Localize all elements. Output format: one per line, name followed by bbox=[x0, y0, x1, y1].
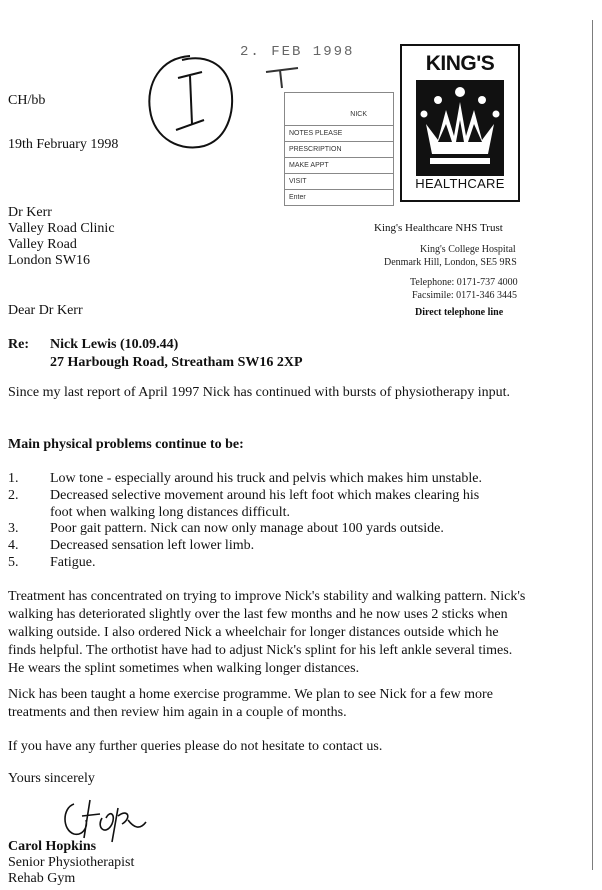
trust-address: Denmark Hill, London, SE5 9RS bbox=[384, 257, 517, 268]
list-item bbox=[8, 470, 528, 487]
re-label: Re: bbox=[8, 337, 29, 352]
sender-title: Senior Physiotherapist bbox=[8, 855, 135, 870]
list-item-text: Fatigue. bbox=[50, 555, 96, 570]
kings-healthcare-logo bbox=[400, 44, 520, 202]
routing-stamp bbox=[284, 92, 394, 206]
scan-edge-line bbox=[592, 20, 593, 870]
exercise-paragraph: Nick has been taught a home exercise programme. We plan to see Nick for a few more treatments and then review him again in a couple of months. bbox=[8, 687, 493, 720]
crown-icon bbox=[416, 80, 504, 176]
recipient-line2: Valley Road bbox=[8, 237, 77, 252]
trust-hospital: King's College Hospital bbox=[420, 244, 516, 255]
sender-department: Rehab Gym bbox=[8, 871, 76, 886]
trust-name: King's Healthcare NHS Trust bbox=[374, 222, 503, 234]
circled-number-mark bbox=[142, 50, 238, 154]
treatment-paragraph: Treatment has concentrated on trying to improve Nick's stability and walking pattern. Nick's walking has deteriorated slightly over the last few months and he now uses 2 sticks when walking outside. I also ordered Nick a wheelchair for longer distances outside which he finds helpful. The orthotist have had to adjust Nick's splint for his left ankle several times. He wears the splint sometimes when walking longer distances. bbox=[8, 589, 526, 676]
list-item-number: 3. bbox=[8, 521, 19, 536]
list-item bbox=[8, 520, 528, 537]
routing-enter: Enter bbox=[285, 189, 393, 205]
trust-direct-line: Direct telephone line bbox=[415, 307, 504, 318]
list-item-text: Low tone - especially around his truck and pelvis which makes him unstable. bbox=[50, 471, 482, 486]
routing-make-appt: MAKE APPT bbox=[285, 157, 393, 173]
logo-subtitle: HEALTHCARE bbox=[415, 176, 505, 191]
recipient-line1: Valley Road Clinic bbox=[8, 221, 115, 236]
list-item-number: 1. bbox=[8, 471, 19, 486]
salutation: Dear Dr Kerr bbox=[8, 303, 83, 318]
re-patient: Nick Lewis (10.09.44) bbox=[50, 337, 179, 352]
reference-code: CH/bb bbox=[8, 93, 46, 108]
list-item-number: 4. bbox=[8, 538, 19, 553]
list-item-text: Decreased sensation left lower limb. bbox=[50, 538, 255, 553]
problems-heading: Main physical problems continue to be: bbox=[8, 437, 244, 452]
received-date-stamp: 2. FEB 1998 bbox=[240, 44, 355, 60]
recipient-name: Dr Kerr bbox=[8, 205, 52, 220]
letter-date: 19th February 1998 bbox=[8, 137, 119, 152]
queries-paragraph: If you have any further queries please do not hesitate to contact us. bbox=[8, 739, 383, 754]
routing-visit: VISIT bbox=[285, 173, 393, 189]
logo-name: KING'S bbox=[425, 52, 495, 75]
list-item bbox=[8, 537, 528, 554]
list-item-number: 2. bbox=[8, 488, 19, 503]
list-item-text: Decreased selective movement around his left foot which makes clearing his foot when walking long distances difficult. bbox=[50, 488, 480, 520]
list-item bbox=[8, 554, 528, 571]
stamp-arrow-mark bbox=[262, 60, 302, 90]
routing-prescription: PRESCRIPTION bbox=[285, 141, 393, 157]
recipient-line3: London SW16 bbox=[8, 253, 91, 268]
list-item bbox=[8, 487, 528, 521]
routing-notes-please: NOTES PLEASE bbox=[285, 125, 393, 141]
trust-telephone: Telephone: 0171-737 4000 bbox=[410, 277, 518, 288]
sender-name: Carol Hopkins bbox=[8, 839, 97, 854]
list-item-text: Poor gait pattern. Nick can now only manage about 100 yards outside. bbox=[50, 521, 444, 536]
closing: Yours sincerely bbox=[8, 771, 95, 786]
routing-stamp-name: NICK bbox=[350, 111, 367, 118]
trust-facsimile: Facsimile: 0171-346 3445 bbox=[412, 290, 517, 301]
list-item-number: 5. bbox=[8, 555, 19, 570]
re-address: 27 Harbough Road, Streatham SW16 2XP bbox=[50, 355, 303, 370]
intro-paragraph: Since my last report of April 1997 Nick has continued with bursts of physiotherapy input. bbox=[8, 385, 510, 400]
handwritten-signature bbox=[60, 794, 150, 844]
